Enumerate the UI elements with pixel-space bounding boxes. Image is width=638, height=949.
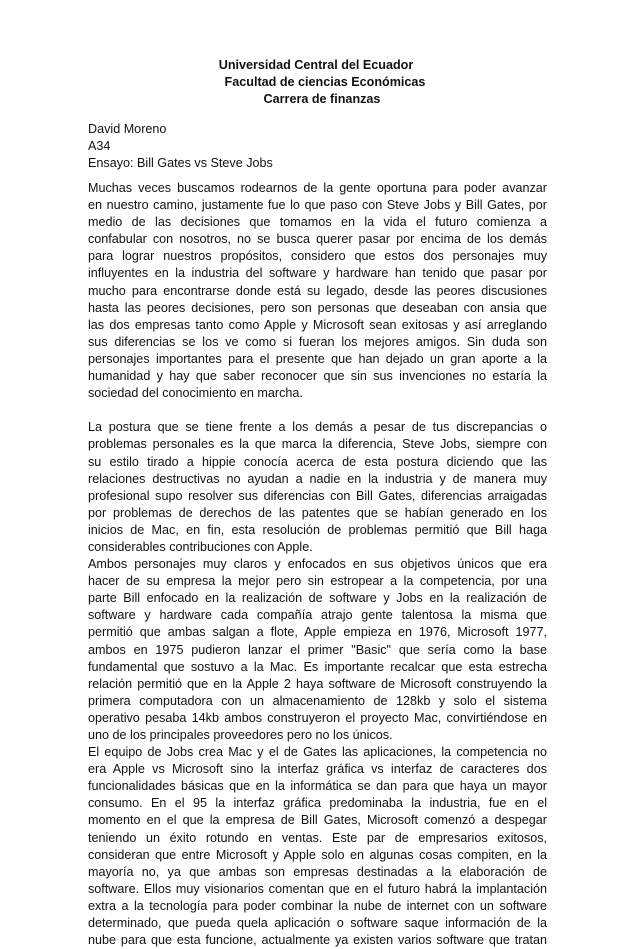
- text-line: software y hardware cada compañía atrajo gente talentosa la misma que: [88, 608, 547, 623]
- text-line: consideran que entre Microsoft y Apple solo en algunas cosas compiten, en la: [88, 847, 547, 862]
- paragraph-2: [88, 419, 547, 556]
- text-line: relación permitió que en la Apple 2 haya software de Microsoft construyendo la: [88, 676, 547, 691]
- text-line: primera computadora con un almacenamiento de 128kb y solo el sistema: [88, 693, 547, 708]
- text-line: medio de las decisiones que tomamos en la vida el futuro comienza a: [88, 215, 547, 230]
- text-line: ambos en 1975 pudieron lanzar el primer "Basic" que sería como la base: [88, 642, 547, 657]
- text-line: uno de los principales proveedores pero no los únicos.: [88, 728, 393, 742]
- text-line: las dos empresas tanto como Apple y Microsoft sean exitosas y así arreglando: [88, 317, 547, 332]
- text-line: hasta las peores decisiones, pero son personas que deseaban con ansia que: [88, 300, 547, 315]
- text-line: profesional supo resolver sus diferencias con Bill Gates, diferencias arraigadas: [88, 488, 547, 503]
- text-line: teniendo un éxito rotundo en ventas. Este par de empresarios exitosos,: [88, 830, 547, 845]
- document-header: [0, 57, 638, 108]
- text-line: era Apple vs Microsoft sino la interfaz gráfica vs interfaz de caracteres dos: [88, 762, 547, 777]
- text-line: sus diferencias se los ve como si fueran los mejores amigos. Sin duda son: [88, 334, 547, 349]
- text-line: problemas personales es la que marca la diferencia, Steve Jobs, siempre con: [88, 437, 547, 452]
- course-code: A34: [88, 139, 111, 153]
- text-line: consumo. En el 95 la interfaz gráfica predominaba la industria, fue en el: [88, 796, 547, 811]
- text-line: El equipo de Jobs crea Mac y el de Gates las aplicaciones, la competencia no: [88, 745, 547, 760]
- text-line: influyentes en la industria del software y hardware han tenido que pasar por: [88, 266, 547, 281]
- text-line: mucho para encontrarse donde está su legado, desde las peores discusiones: [88, 283, 547, 298]
- text-line: parte Bill enfocado en la realización de software y Jobs en la realización de: [88, 591, 547, 606]
- author-name: David Moreno: [88, 122, 167, 136]
- text-line: operativo pesaba 14kb ambos construyeron el proyecto Mac, convirtiéndose en: [88, 710, 547, 725]
- text-line: determinado, que pueda quela aplicación o software saque información de la: [88, 916, 547, 931]
- text-line: considerables contribuciones con Apple.: [88, 539, 313, 554]
- paragraph-gap: [88, 402, 547, 419]
- text-line: sociedad del conocimiento en marcha.: [88, 386, 303, 401]
- text-line: funcionalidades básicas que en la informática se dan para que haya un mayor: [88, 779, 547, 794]
- text-line: fundamental que sostuvo a la Mac. Es importante recalcar que esta estrecha: [88, 659, 547, 674]
- text-line: Muchas veces buscamos rodearnos de la gente oportuna para poder avanzar: [88, 181, 547, 195]
- text-line: software. Ellos muy visionarios comentan que en el futuro habrá la implantación: [88, 881, 547, 896]
- text-line: mayoría no, ya que ambas son empresas destinadas a la elaboración de: [88, 864, 547, 879]
- text-line: para lograr nuestros propósitos, considero que estos dos personajes muy: [88, 249, 547, 264]
- paragraph-1: [88, 180, 547, 402]
- text-line: en nuestro camino, justamente fue lo que paso con Steve Jobs y Bill Gates, por: [88, 198, 547, 213]
- text-line: inicios de Mac, en fin, esta resolución de problemas permitió que Bill haga: [88, 522, 547, 537]
- paragraph-4: [88, 744, 547, 949]
- text-line: por problemas de derechos de las patentes que se habían generado en los: [88, 505, 547, 520]
- text-line: relaciones destructivas no ayudan a nadie en la industria y de manera muy: [88, 471, 547, 486]
- text-line: Ambos personajes muy claros y enfocados en sus objetivos únicos que era: [88, 557, 547, 572]
- text-line: momento en el que la empresa de Bill Gates, Microsoft comenzó a despegar: [88, 813, 547, 828]
- text-line: su estilo tirado a hippie conocía acerca de esta postura diciendo que las: [88, 454, 547, 469]
- text-line: confabular con nosotros, no se busca querer pasar por encima de los demás: [88, 232, 547, 247]
- career-name: Carrera de finanzas: [263, 92, 381, 106]
- text-line: permitió que ambas salgan a flote, Apple empieza en 1976, Microsoft 1977,: [88, 625, 547, 640]
- essay-body: [88, 180, 547, 949]
- university-name: Universidad Central del Ecuador: [218, 58, 414, 72]
- text-line: humanidad y hay que saber reconocer que sin sus invenciones no estaría la: [88, 369, 547, 384]
- faculty-name: Facultad de ciencias Económicas: [224, 75, 426, 89]
- text-line: La postura que se tiene frente a los demás a pesar de tus discrepancias o: [88, 420, 547, 435]
- author-block: [88, 121, 548, 172]
- paragraph-3: [88, 556, 547, 744]
- text-line: extra a la tecnología para poder combinar la nube de internet con un software: [88, 898, 547, 913]
- text-line: hacer de su empresa la mejor pero sin estropear a la competencia, por una: [88, 574, 547, 589]
- text-line: personajes importantes para el presente que han dejado un gran aporte a la: [88, 351, 547, 366]
- essay-title: Ensayo: Bill Gates vs Steve Jobs: [88, 156, 273, 170]
- text-line: nube para que esta funcione, actualmente ya existen varios software que tratan: [88, 933, 547, 948]
